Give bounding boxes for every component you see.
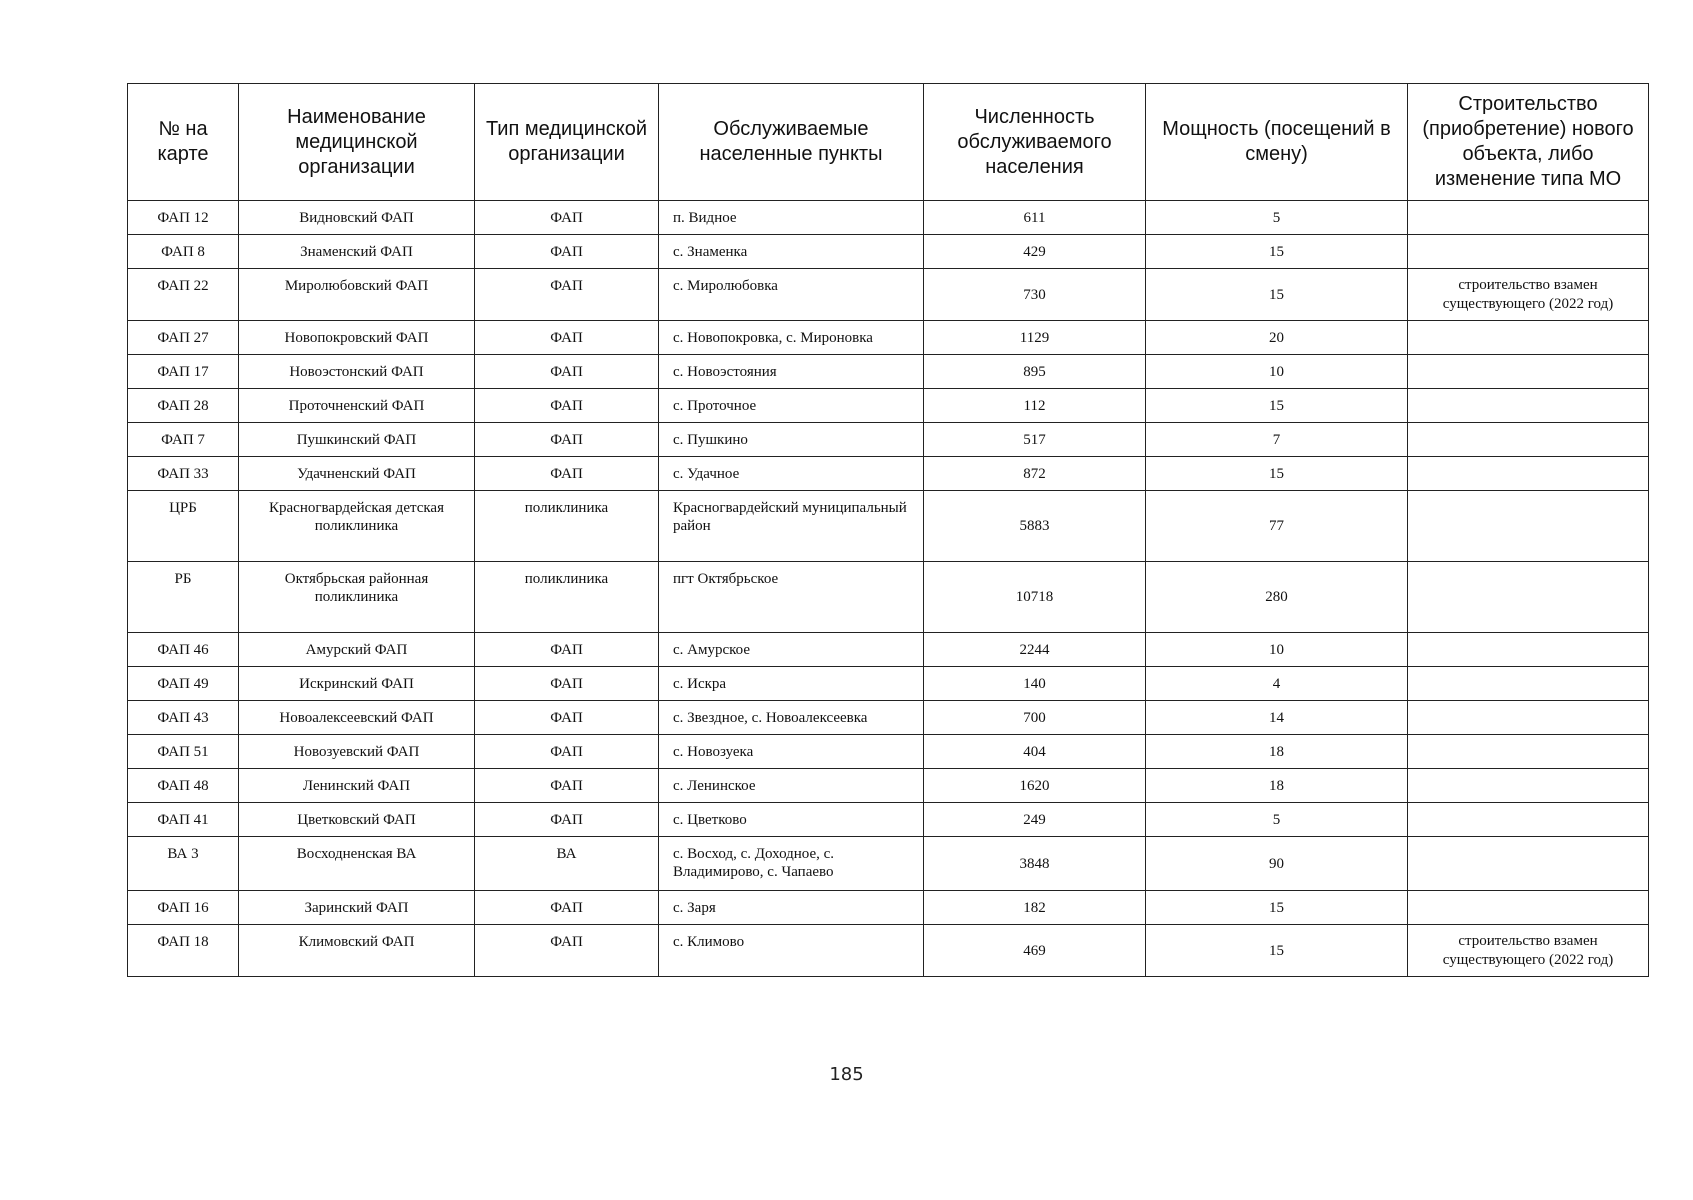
table-row <box>128 235 1649 269</box>
cell-map-number: ФАП 51 <box>128 735 239 769</box>
cell-map-number: ФАП 12 <box>128 201 239 235</box>
cell-population: 2244 <box>924 633 1146 667</box>
cell-organization-type: ФАП <box>475 701 659 735</box>
cell-capacity: 15 <box>1146 269 1408 321</box>
cell-map-number: ФАП 18 <box>128 925 239 977</box>
cell-capacity: 280 <box>1146 562 1408 633</box>
cell-organization-type: поликлиника <box>475 491 659 562</box>
cell-construction <box>1408 891 1649 925</box>
table-header-row <box>128 84 1649 201</box>
cell-population: 5883 <box>924 491 1146 562</box>
cell-population: 895 <box>924 355 1146 389</box>
cell-map-number: ФАП 49 <box>128 667 239 701</box>
table-row <box>128 769 1649 803</box>
cell-settlements: с. Проточное <box>659 389 924 423</box>
cell-map-number: ФАП 48 <box>128 769 239 803</box>
cell-population: 182 <box>924 891 1146 925</box>
cell-settlements: п. Видное <box>659 201 924 235</box>
cell-organization-type: ФАП <box>475 355 659 389</box>
cell-construction <box>1408 491 1649 562</box>
cell-population: 611 <box>924 201 1146 235</box>
cell-organization-name: Пушкинский ФАП <box>239 423 475 457</box>
cell-map-number: ФАП 8 <box>128 235 239 269</box>
cell-capacity: 20 <box>1146 321 1408 355</box>
cell-organization-type: ФАП <box>475 389 659 423</box>
cell-organization-name: Амурский ФАП <box>239 633 475 667</box>
cell-organization-type: ФАП <box>475 667 659 701</box>
cell-map-number: ФАП 27 <box>128 321 239 355</box>
cell-construction: строительство взамен существующего (2022 год) <box>1408 925 1649 977</box>
cell-settlements: с. Пушкино <box>659 423 924 457</box>
cell-capacity: 10 <box>1146 633 1408 667</box>
cell-capacity: 90 <box>1146 837 1408 891</box>
cell-capacity: 7 <box>1146 423 1408 457</box>
cell-settlements: с. Новозуека <box>659 735 924 769</box>
cell-settlements: с. Новоэстояния <box>659 355 924 389</box>
cell-map-number: ЦРБ <box>128 491 239 562</box>
cell-organization-name: Ленинский ФАП <box>239 769 475 803</box>
cell-construction <box>1408 837 1649 891</box>
cell-capacity: 15 <box>1146 457 1408 491</box>
cell-construction <box>1408 667 1649 701</box>
table-row <box>128 837 1649 891</box>
cell-population: 3848 <box>924 837 1146 891</box>
cell-capacity: 15 <box>1146 925 1408 977</box>
cell-population: 404 <box>924 735 1146 769</box>
table-row <box>128 201 1649 235</box>
table-row <box>128 269 1649 321</box>
cell-organization-name: Новоалексеевский ФАП <box>239 701 475 735</box>
cell-population: 730 <box>924 269 1146 321</box>
cell-construction <box>1408 633 1649 667</box>
cell-map-number: РБ <box>128 562 239 633</box>
cell-settlements: с. Восход, с. Доходное, с. Владимирово, с. Чапаево <box>659 837 924 891</box>
cell-organization-type: ФАП <box>475 803 659 837</box>
header-organization-type: Тип медицинской организации <box>475 84 659 201</box>
cell-population: 1129 <box>924 321 1146 355</box>
table-row <box>128 491 1649 562</box>
cell-organization-type: ФАП <box>475 925 659 977</box>
table-row <box>128 803 1649 837</box>
header-map-number: № на карте <box>128 84 239 201</box>
cell-population: 140 <box>924 667 1146 701</box>
table-row <box>128 735 1649 769</box>
cell-organization-name: Проточненский ФАП <box>239 389 475 423</box>
cell-construction: строительство взамен существующего (2022 год) <box>1408 269 1649 321</box>
header-served-settlements: Обслуживаемые населенные пункты <box>659 84 924 201</box>
table-row <box>128 321 1649 355</box>
cell-construction <box>1408 321 1649 355</box>
cell-organization-name: Новопокровский ФАП <box>239 321 475 355</box>
table-row <box>128 457 1649 491</box>
cell-capacity: 18 <box>1146 769 1408 803</box>
cell-organization-name: Удачненский ФАП <box>239 457 475 491</box>
table-row <box>128 667 1649 701</box>
cell-organization-name: Новоэстонский ФАП <box>239 355 475 389</box>
cell-map-number: ФАП 41 <box>128 803 239 837</box>
header-organization-name: Наименование медицинской организации <box>239 84 475 201</box>
cell-capacity: 14 <box>1146 701 1408 735</box>
cell-capacity: 15 <box>1146 389 1408 423</box>
cell-construction <box>1408 389 1649 423</box>
facilities-table-container <box>127 83 1648 977</box>
cell-map-number: ФАП 33 <box>128 457 239 491</box>
cell-construction <box>1408 803 1649 837</box>
cell-organization-name: Красногвардейская детская поликлиника <box>239 491 475 562</box>
cell-construction <box>1408 201 1649 235</box>
cell-organization-name: Октябрьская районная поликлиника <box>239 562 475 633</box>
table-row <box>128 701 1649 735</box>
cell-settlements: с. Новопокровка, с. Мироновка <box>659 321 924 355</box>
cell-capacity: 77 <box>1146 491 1408 562</box>
cell-population: 872 <box>924 457 1146 491</box>
cell-construction <box>1408 769 1649 803</box>
table-row <box>128 389 1649 423</box>
table-row <box>128 891 1649 925</box>
cell-organization-type: ФАП <box>475 769 659 803</box>
cell-organization-name: Климовский ФАП <box>239 925 475 977</box>
cell-construction <box>1408 355 1649 389</box>
cell-construction <box>1408 457 1649 491</box>
cell-organization-type: ФАП <box>475 201 659 235</box>
cell-settlements: с. Ленинское <box>659 769 924 803</box>
cell-capacity: 5 <box>1146 803 1408 837</box>
table-row <box>128 355 1649 389</box>
cell-organization-name: Цветковский ФАП <box>239 803 475 837</box>
cell-map-number: ФАП 7 <box>128 423 239 457</box>
cell-settlements: с. Знаменка <box>659 235 924 269</box>
cell-organization-type: ФАП <box>475 891 659 925</box>
cell-organization-name: Новозуевский ФАП <box>239 735 475 769</box>
cell-organization-type: ВА <box>475 837 659 891</box>
cell-settlements: с. Заря <box>659 891 924 925</box>
table-row <box>128 633 1649 667</box>
cell-population: 1620 <box>924 769 1146 803</box>
header-construction: Строительство (приобретение) нового объекта, либо изменение типа МО <box>1408 84 1649 201</box>
cell-capacity: 5 <box>1146 201 1408 235</box>
cell-organization-name: Видновский ФАП <box>239 201 475 235</box>
table-row <box>128 925 1649 977</box>
cell-capacity: 10 <box>1146 355 1408 389</box>
cell-population: 469 <box>924 925 1146 977</box>
cell-organization-type: поликлиника <box>475 562 659 633</box>
cell-organization-type: ФАП <box>475 457 659 491</box>
cell-organization-name: Искринский ФАП <box>239 667 475 701</box>
header-population: Численность обслуживаемого населения <box>924 84 1146 201</box>
cell-population: 10718 <box>924 562 1146 633</box>
cell-capacity: 15 <box>1146 235 1408 269</box>
cell-organization-type: ФАП <box>475 321 659 355</box>
cell-map-number: ФАП 46 <box>128 633 239 667</box>
cell-map-number: ФАП 16 <box>128 891 239 925</box>
cell-population: 700 <box>924 701 1146 735</box>
cell-organization-type: ФАП <box>475 235 659 269</box>
cell-settlements: с. Удачное <box>659 457 924 491</box>
cell-settlements: с. Миролюбовка <box>659 269 924 321</box>
cell-population: 112 <box>924 389 1146 423</box>
cell-map-number: ФАП 17 <box>128 355 239 389</box>
cell-capacity: 4 <box>1146 667 1408 701</box>
header-capacity: Мощность (посещений в смену) <box>1146 84 1408 201</box>
cell-organization-name: Миролюбовский ФАП <box>239 269 475 321</box>
cell-settlements: с. Цветково <box>659 803 924 837</box>
cell-construction <box>1408 235 1649 269</box>
cell-construction <box>1408 423 1649 457</box>
cell-population: 429 <box>924 235 1146 269</box>
cell-settlements: с. Амурское <box>659 633 924 667</box>
cell-organization-name: Восходненская ВА <box>239 837 475 891</box>
cell-construction <box>1408 701 1649 735</box>
cell-map-number: ФАП 43 <box>128 701 239 735</box>
table-row <box>128 562 1649 633</box>
cell-organization-name: Заринский ФАП <box>239 891 475 925</box>
cell-construction <box>1408 735 1649 769</box>
cell-map-number: ВА 3 <box>128 837 239 891</box>
cell-map-number: ФАП 22 <box>128 269 239 321</box>
cell-organization-type: ФАП <box>475 269 659 321</box>
cell-capacity: 15 <box>1146 891 1408 925</box>
cell-organization-type: ФАП <box>475 633 659 667</box>
cell-settlements: с. Климово <box>659 925 924 977</box>
cell-construction <box>1408 562 1649 633</box>
cell-settlements: Красногвардейский муниципальный район <box>659 491 924 562</box>
cell-settlements: с. Звездное, с. Новоалексеевка <box>659 701 924 735</box>
cell-settlements: пгт Октябрьское <box>659 562 924 633</box>
table-row <box>128 423 1649 457</box>
cell-organization-name: Знаменский ФАП <box>239 235 475 269</box>
medical-facilities-table <box>127 83 1649 977</box>
cell-population: 249 <box>924 803 1146 837</box>
cell-settlements: с. Искра <box>659 667 924 701</box>
cell-organization-type: ФАП <box>475 735 659 769</box>
page-number: 185 <box>829 1064 864 1085</box>
cell-organization-type: ФАП <box>475 423 659 457</box>
cell-map-number: ФАП 28 <box>128 389 239 423</box>
cell-capacity: 18 <box>1146 735 1408 769</box>
cell-population: 517 <box>924 423 1146 457</box>
